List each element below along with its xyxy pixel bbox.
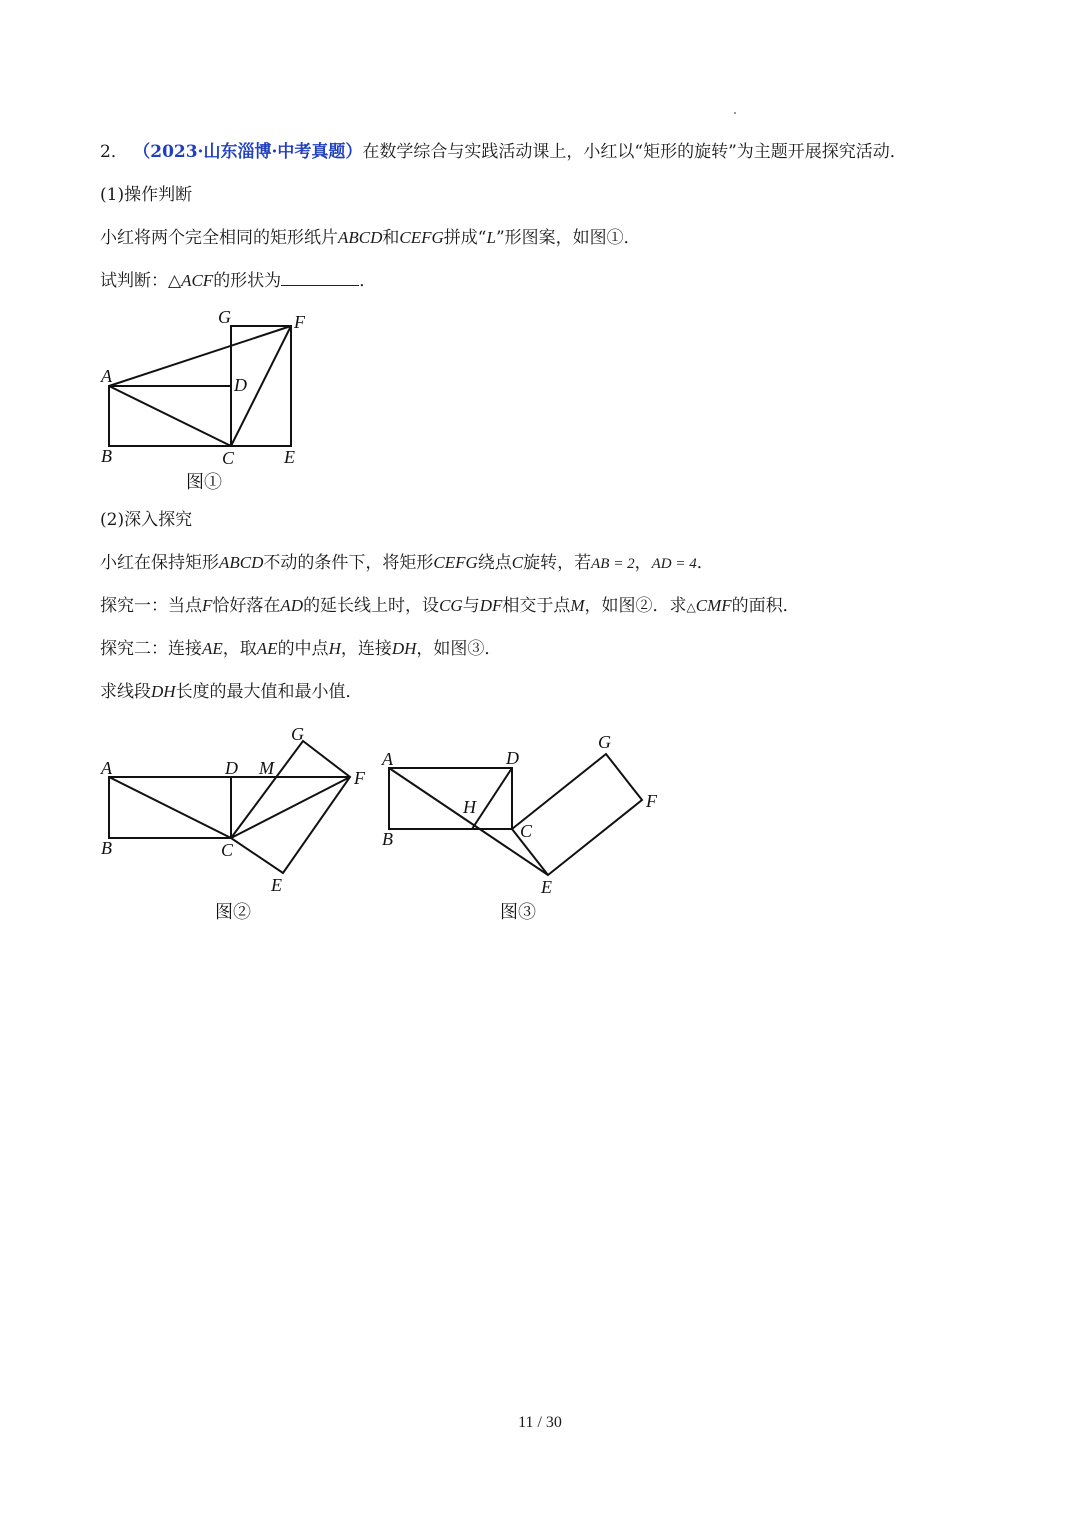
fig2-label-f: F <box>354 768 365 788</box>
explore1-text: 探究一：当点F恰好落在AD的延长线上时，设CG与DF相交于点M，如图②．求△CMF的面积． <box>100 596 800 616</box>
fig2-label-c: C <box>221 840 234 860</box>
fig3-label-e: E <box>541 877 552 897</box>
fig1-label-f: F <box>294 312 305 332</box>
fig3-caption: 图③ <box>500 902 536 922</box>
explore2-text: 探究二：连接AE，取AE的中点H，连接DH，如图③． <box>100 639 502 659</box>
fig3-rect-cefg <box>512 754 642 875</box>
problem-source-link[interactable]: （2023·山东淄博·中考真题） <box>133 142 363 162</box>
fig3-rect-abcd <box>389 768 512 829</box>
fig3-label-f: F <box>646 791 657 811</box>
fig3-line-dh <box>472 768 512 829</box>
part1-text: 小红将两个完全相同的矩形纸片ABCD和CEFG拼成“L”形图案，如图①． <box>100 228 641 248</box>
figure-1 <box>109 326 291 446</box>
fig1-label-g: G <box>218 307 231 327</box>
fig2-line-cf <box>231 777 350 838</box>
part2-text: 小红在保持矩形ABCD不动的条件下，将矩形CEFG绕点C旋转，若AB = 2，AD = 4． <box>100 553 714 573</box>
fig2-label-d: D <box>225 758 238 778</box>
fig3-label-d: D <box>506 748 519 768</box>
problem-intro: 在数学综合与实践活动课上，小红以“矩形的旋转”为主题开展探究活动． <box>362 142 907 162</box>
figure-1-labels <box>100 307 306 492</box>
fig3-label-b: B <box>382 829 393 849</box>
fig2-label-a: A <box>101 758 112 778</box>
fig3-label-c: C <box>520 821 533 841</box>
fig1-label-b: B <box>101 446 112 466</box>
figure-3-labels <box>381 732 658 922</box>
final-question: 求线段DH长度的最大值和最小值． <box>100 682 363 702</box>
fig1-caption: 图① <box>186 472 222 492</box>
fig2-label-g: G <box>291 724 304 744</box>
fig1-line-ac <box>109 386 231 446</box>
fig2-label-e: E <box>271 875 282 895</box>
fig2-label-m: M <box>259 758 274 778</box>
fig1-line-af <box>109 326 291 386</box>
problem-number: 2． <box>100 142 128 162</box>
page-number: 11 / 30 <box>518 1414 562 1431</box>
fig3-label-a: A <box>382 749 393 769</box>
figure-3 <box>389 754 642 875</box>
fig3-label-h: H <box>463 797 476 817</box>
part2-title: (2)深入探究 <box>100 510 193 530</box>
fig1-label-c: C <box>222 448 235 468</box>
fig2-label-b: B <box>101 838 112 858</box>
fig1-label-a: A <box>101 366 112 386</box>
part1-title: (1)操作判断 <box>100 185 193 205</box>
fig2-caption: 图② <box>215 902 251 922</box>
fig1-label-e: E <box>284 447 295 467</box>
judge-question: 试判断：△ACF的形状为 ． <box>100 271 377 291</box>
fig1-label-d: D <box>234 375 247 395</box>
fig3-label-g: G <box>598 732 611 752</box>
fig2-line-ac <box>109 777 231 838</box>
figure-2-labels <box>100 724 366 922</box>
